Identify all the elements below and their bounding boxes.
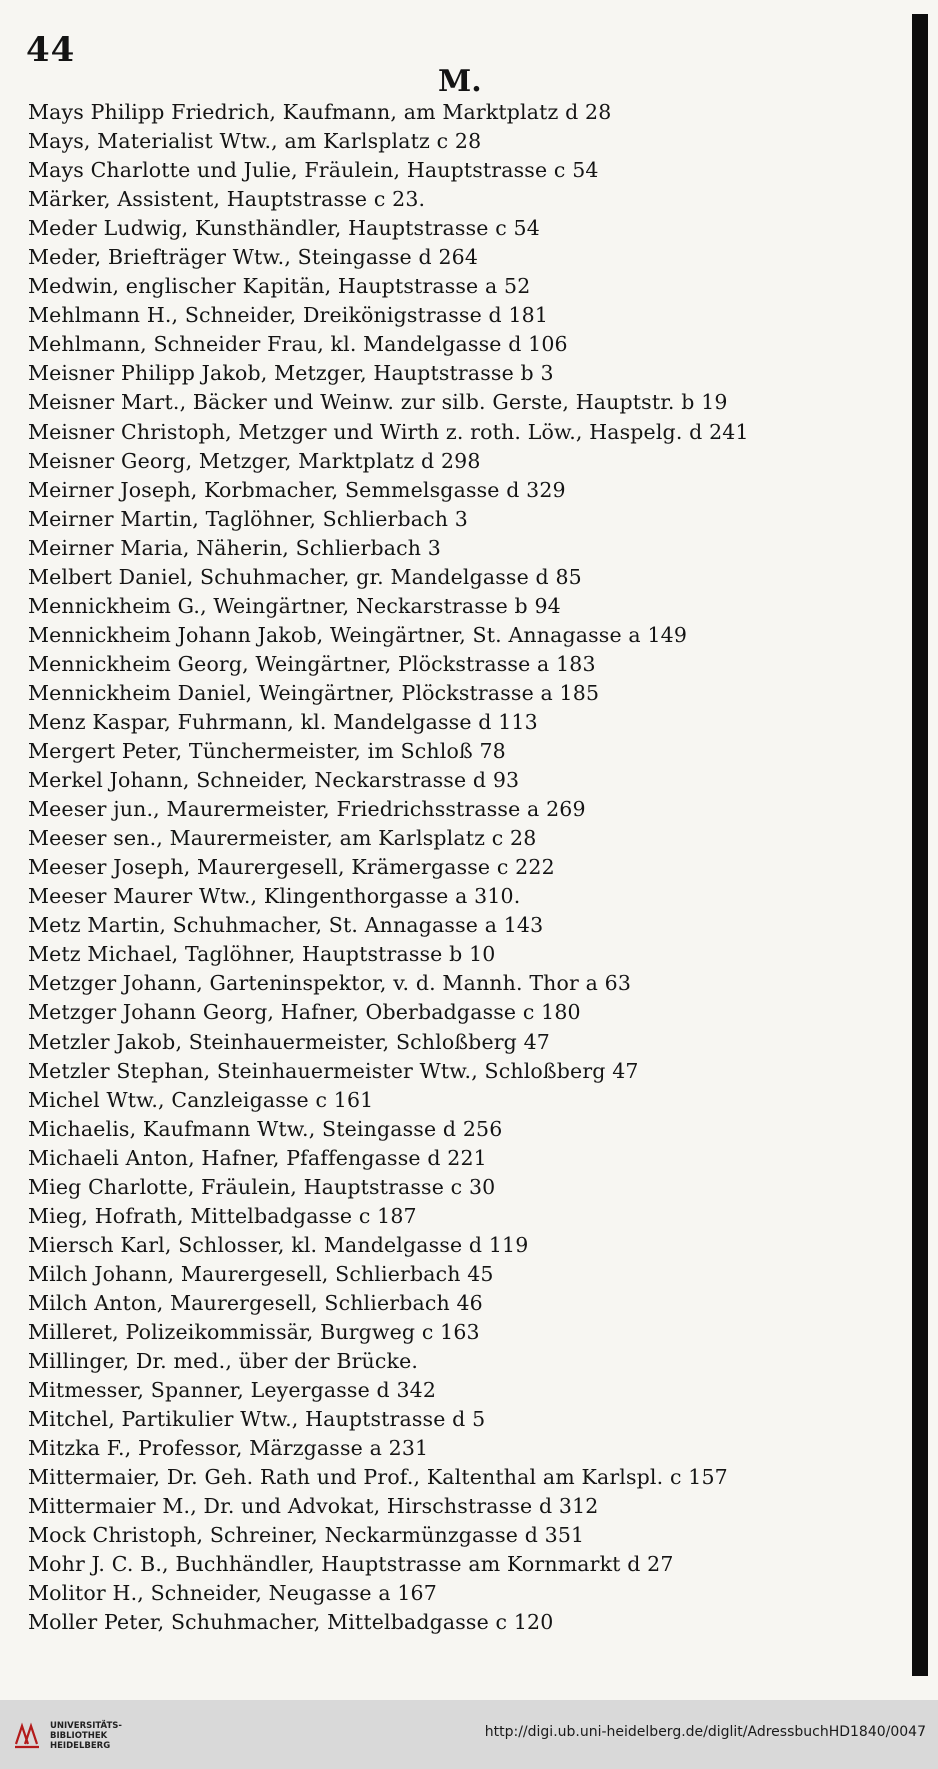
directory-entry: Meeser jun., Maurermeister, Friedrichsstrasse a 269 <box>28 797 586 822</box>
directory-entry: Mays, Materialist Wtw., am Karlsplatz c 28 <box>28 129 482 154</box>
directory-entry: Märker, Assistent, Hauptstrasse c 23. <box>28 187 426 212</box>
directory-entry: Medwin, englischer Kapitän, Hauptstrasse a 52 <box>28 274 531 299</box>
directory-entry: Milch Johann, Maurergesell, Schlierbach 45 <box>28 1261 494 1286</box>
directory-entry: Molitor H., Schneider, Neugasse a 167 <box>28 1581 437 1606</box>
directory-entry: Michaelis, Kaufmann Wtw., Steingasse d 256 <box>28 1116 503 1141</box>
directory-entry: Mehlmann H., Schneider, Dreikönigstrasse d 181 <box>28 303 549 328</box>
directory-entry: Milleret, Polizeikommissär, Burgweg c 163 <box>28 1319 480 1344</box>
directory-entry: Meisner Mart., Bäcker und Weinw. zur silb. Gerste, Hauptstr. b 19 <box>28 390 728 415</box>
directory-entry: Metzler Stephan, Steinhauermeister Wtw., Schloßberg 47 <box>28 1058 639 1083</box>
directory-entry: Meisner Philipp Jakob, Metzger, Hauptstrasse b 3 <box>28 361 554 386</box>
directory-entry: Moller Peter, Schuhmacher, Mittelbadgasse c 120 <box>28 1610 554 1635</box>
directory-entry: Mitmesser, Spanner, Leyergasse d 342 <box>28 1378 437 1403</box>
directory-entry: Milch Anton, Maurergesell, Schlierbach 46 <box>28 1290 483 1315</box>
directory-entry: Michel Wtw., Canzleigasse c 161 <box>28 1087 374 1112</box>
directory-entry: Meisner Christoph, Metzger und Wirth z. roth. Löw., Haspelg. d 241 <box>28 419 749 444</box>
page-edge-shadow <box>912 14 928 1676</box>
directory-entry: Mehlmann, Schneider Frau, kl. Mandelgasse d 106 <box>28 332 568 357</box>
directory-entry: Michaeli Anton, Hafner, Pfaffengasse d 221 <box>28 1145 487 1170</box>
directory-entry: Menz Kaspar, Fuhrmann, kl. Mandelgasse d 113 <box>28 709 538 734</box>
page-number: 44 <box>26 30 76 70</box>
viewer-footer <box>0 1700 938 1769</box>
library-name-line: UNIVERSITÄTS- <box>50 1721 122 1731</box>
library-name <box>50 1721 122 1751</box>
directory-entry: Metz Martin, Schuhmacher, St. Annagasse a 143 <box>28 913 544 938</box>
directory-entry: Mieg, Hofrath, Mittelbadgasse c 187 <box>28 1203 417 1228</box>
directory-entry: Metzger Johann, Garteninspektor, v. d. Mannh. Thor a 63 <box>28 971 632 996</box>
directory-entry: Mitzka F., Professor, Märzgasse a 231 <box>28 1436 429 1461</box>
directory-entry: Meder Ludwig, Kunsthändler, Hauptstrasse c 54 <box>28 216 540 241</box>
directory-entry: Meirner Joseph, Korbmacher, Semmelsgasse d 329 <box>28 477 566 502</box>
directory-entry: Miersch Karl, Schlosser, kl. Mandelgasse d 119 <box>28 1232 529 1257</box>
directory-entry: Metzger Johann Georg, Hafner, Oberbadgasse c 180 <box>28 1000 581 1025</box>
directory-entry: Mitchel, Partikulier Wtw., Hauptstrasse d 5 <box>28 1407 486 1432</box>
directory-entry: Mittermaier, Dr. Geh. Rath und Prof., Kaltenthal am Karlspl. c 157 <box>28 1465 728 1490</box>
section-letter-heading: M. <box>438 64 482 99</box>
directory-entry: Meeser sen., Maurermeister, am Karlsplatz c 28 <box>28 826 537 851</box>
directory-entry: Mieg Charlotte, Fräulein, Hauptstrasse c 30 <box>28 1174 496 1199</box>
directory-entry: Mittermaier M., Dr. und Advokat, Hirschstrasse d 312 <box>28 1494 599 1519</box>
directory-entry: Mergert Peter, Tünchermeister, im Schloß 78 <box>28 739 506 764</box>
directory-entry: Mennickheim Georg, Weingärtner, Plöckstrasse a 183 <box>28 651 596 676</box>
directory-entry: Mennickheim Johann Jakob, Weingärtner, St. Annagasse a 149 <box>28 622 688 647</box>
directory-entry: Merkel Johann, Schneider, Neckarstrasse d 93 <box>28 768 520 793</box>
directory-entry: Meder, Briefträger Wtw., Steingasse d 264 <box>28 245 479 270</box>
directory-entry-list <box>28 98 908 1637</box>
directory-entry: Mays Philipp Friedrich, Kaufmann, am Marktplatz d 28 <box>28 100 612 124</box>
directory-entry: Mohr J. C. B., Buchhändler, Hauptstrasse am Kornmarkt d 27 <box>28 1552 674 1577</box>
library-name-line: HEIDELBERG <box>50 1741 111 1751</box>
directory-entry: Melbert Daniel, Schuhmacher, gr. Mandelgasse d 85 <box>28 564 582 589</box>
directory-entry: Meirner Martin, Taglöhner, Schlierbach 3 <box>28 506 468 531</box>
directory-entry: Meeser Joseph, Maurergesell, Krämergasse c 222 <box>28 855 555 880</box>
directory-entry: Mays Charlotte und Julie, Fräulein, Hauptstrasse c 54 <box>28 158 599 183</box>
directory-entry: Mock Christoph, Schreiner, Neckarmünzgasse d 351 <box>28 1523 585 1548</box>
directory-entry: Meirner Maria, Näherin, Schlierbach 3 <box>28 535 441 560</box>
directory-entry: Mennickheim Daniel, Weingärtner, Plöckstrasse a 185 <box>28 680 600 705</box>
library-name-line: BIBLIOTHEK <box>50 1731 108 1741</box>
directory-entry: Millinger, Dr. med., über der Brücke. <box>28 1349 419 1374</box>
directory-entry: Meeser Maurer Wtw., Klingenthorgasse a 310. <box>28 884 521 909</box>
source-url-link[interactable]: http://digi.ub.uni-heidelberg.de/diglit/AdressbuchHD1840/0047 <box>484 1724 926 1740</box>
directory-entry: Metz Michael, Taglöhner, Hauptstrasse b 10 <box>28 942 496 967</box>
university-library-logo-icon[interactable] <box>12 1720 42 1750</box>
directory-entry: Mennickheim G., Weingärtner, Neckarstrasse b 94 <box>28 593 561 618</box>
directory-entry: Metzler Jakob, Steinhauermeister, Schloßberg 47 <box>28 1029 551 1054</box>
directory-entry: Meisner Georg, Metzger, Marktplatz d 298 <box>28 448 481 473</box>
